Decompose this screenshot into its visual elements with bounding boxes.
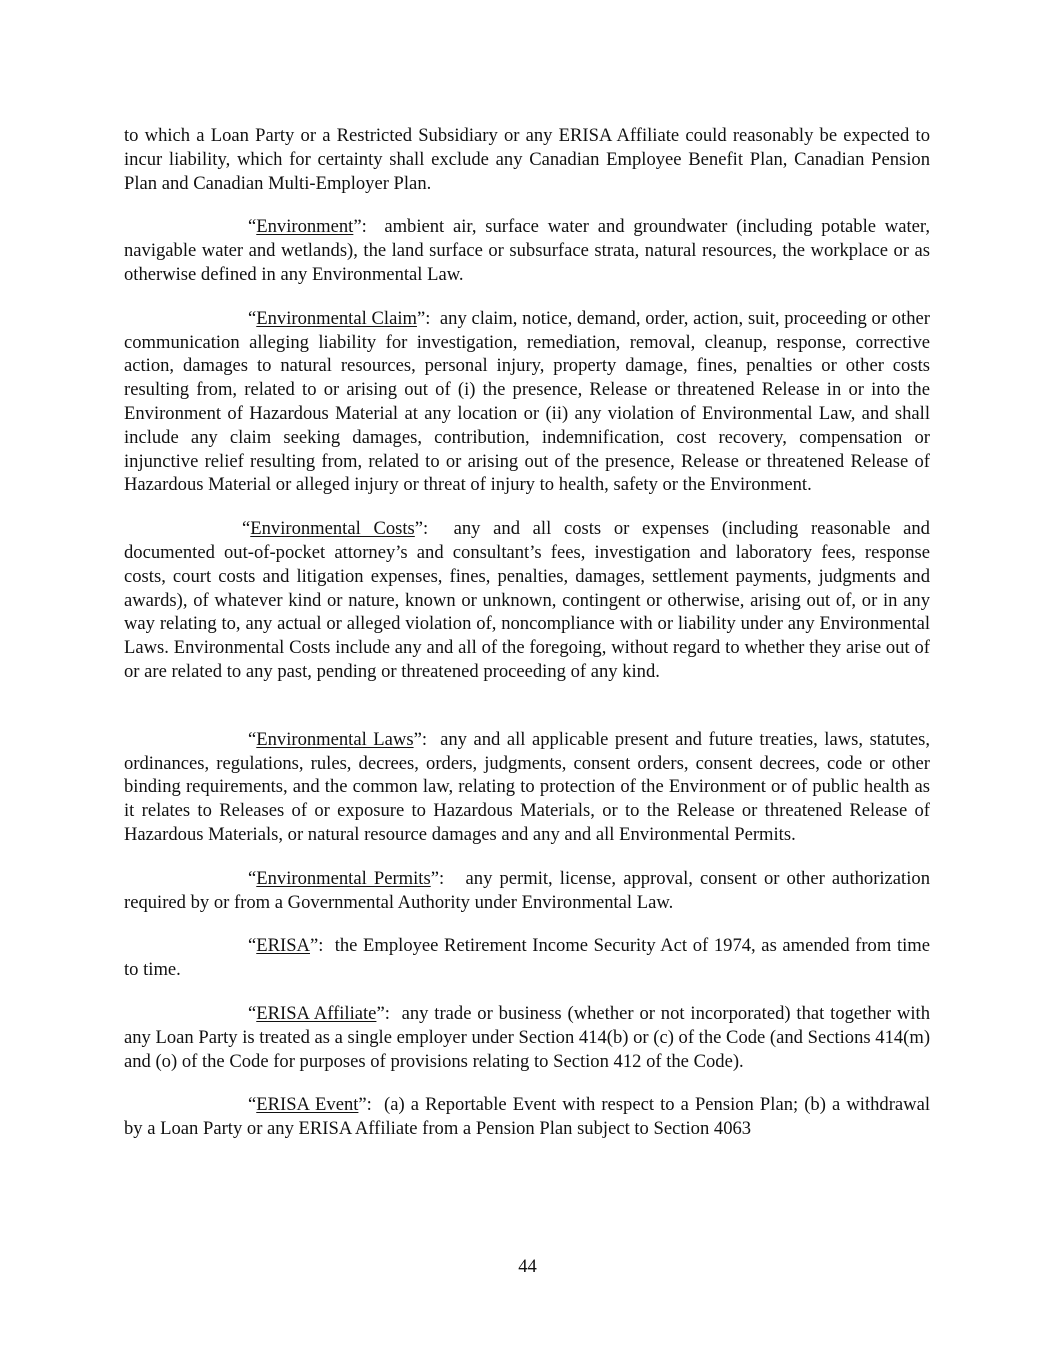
defined-term: Environmental Costs [250,518,415,540]
paragraph-text: to which a Loan Party or a Restricted Subsidiary or any ERISA Affiliate could reasonably be expected to incur liability, which for certainty shall exclude any Canadian Employee Benefit Plan, Canadian Pension Plan and Canadian Multi-Employer Plan. [124,125,930,194]
definition-text: any and all applicable present and future treaties, laws, statutes, ordinances, regulations, rules, decrees, orders, judgments, consent orders, consent decrees, code or other binding requirements, and the common law, relating to protection of the Environment or of public health as it relates to Releases of or exposure to Hazardous Materials, or to the Release or threatened Release of Hazardous Materials, or natural resource damages and any and all Environmental Permits. [124,728,930,845]
definition-environment: “Environment”: ambient air, surface water and groundwater (including potable water, navigable water and wetlands), the land surface or subsurface strata, natural resources, the workplace or as otherwise defined in any Environmental Law. [124,216,930,285]
definition-environmental-permits: “Environmental Permits”: any permit, license, approval, consent or other authorization required by or from a Governmental Authority under Environmental Law. [124,867,930,913]
definition-erisa-event: “ERISA Event”: (a) a Reportable Event with respect to a Pension Plan; (b) a withdrawal by a Loan Party or any ERISA Affiliate from a Pension Plan subject to Section 4063 [124,1094,930,1140]
defined-term: Environment [256,216,354,238]
definition-text: any and all costs or expenses (including reasonable and documented out-of-pocket attorney’s and consultant’s fees, investigation and laboratory fees, response costs, court costs and litigation expenses, fines, penalties, damages, settlement payments, judgments and awards), of whatever kind or nature, known or unknown, contingent or otherwise, arising out of, or in any way relating to, any actual or alleged violation of, noncompliance with or liability under any Environmental Laws. Environmental Costs include any and all of the foregoing, without regard to whether they arise out of or are related to any past, pending or threatened proceeding of any kind. [124,518,930,682]
definition-erisa: “ERISA”: the Employee Retirement Income Security Act of 1974, as amended from time to time. [124,935,930,981]
definition-erisa-affiliate: “ERISA Affiliate”: any trade or business (whether or not incorporated) that together with any Loan Party is treated as a single employer under Section 414(b) or (c) of the Code (and Sections 414(m) and (o) of the Code for purposes of provisions relating to Section 412 of the Code). [124,1002,931,1072]
definition-text: ambient air, surface water and groundwater (including potable water, navigable water and wetlands), the land surface or subsurface strata, natural resources, the workplace or as otherwise defined in any Environmental Law. [124,216,930,285]
defined-term: Environmental Permits [256,867,431,889]
definition-environmental-laws: “Environmental Laws”: any and all applicable present and future treaties, laws, statutes, ordinances, regulations, rules, decrees, orders, judgments, consent orders, consent decrees, code or other binding requirements, and the common law, relating to protection of the Environment or of public health as it relates to Releases of or exposure to Hazardous Materials, or to the Release or threatened Release of Hazardous Materials, or natural resource damages and any and all Environmental Permits. [124,728,930,845]
defined-term: ERISA Event [256,1094,359,1116]
definition-environmental-costs: “Environmental Costs”: any and all costs or expenses (including reasonable and documented out-of-pocket attorney’s and consultant’s fees, investigation and laboratory fees, response costs, court costs and litigation expenses, fines, penalties, damages, settlement payments, judgments and awards), of whatever kind or nature, known or unknown, contingent or otherwise, arising out of, or in any way relating to, any actual or alleged violation of, noncompliance with or liability under any Environmental Laws. Environmental Costs include any and all of the foregoing, without regard to whether they arise out of or are related to any past, pending or threatened proceeding of any kind. [124,518,930,682]
definition-text: any claim, notice, demand, order, action, suit, proceeding or other communication alleging liability for investigation, remediation, removal, cleanup, response, corrective action, damages to natural resources, personal injury, property damage, fines, penalties or other costs resulting from, related to or arising out of (i) the presence, Release or threatened Release in or into the Environment of Hazardous Material at any location or (ii) any violation of Environmental Law, and shall include any claim seeking damages, contribution, indemnification, cost recovery, compensation or injunctive relief resulting from, related to or arising out of the presence, Release or threatened Release of Hazardous Material or alleged injury or threat of injury to health, safety or the Environment. [124,307,930,496]
continuation-paragraph [124,124,930,195]
defined-term: Environmental Claim [256,307,417,329]
page-number: 44 [518,1256,537,1277]
defined-term: Environmental Laws [256,728,414,750]
defined-term: ERISA [256,935,310,957]
definition-environmental-claim: “Environmental Claim”: any claim, notice, demand, order, action, suit, proceeding or other communication alleging liability for investigation, remediation, removal, cleanup, response, corrective action, damages to natural resources, personal injury, property damage, fines, penalties or other costs resulting from, related to or arising out of (i) the presence, Release or threatened Release in or into the Environment of Hazardous Material at any location or (ii) any violation of Environmental Law, and shall include any claim seeking damages, contribution, indemnification, cost recovery, compensation or injunctive relief resulting from, related to or arising out of the presence, Release or threatened Release of Hazardous Material or alleged injury or threat of injury to health, safety or the Environment. [124,307,930,496]
document-page [124,124,930,1161]
definition-text: (a) a Reportable Event with respect to a Pension Plan; (b) a withdrawal by a Loan Party or any ERISA Affiliate from a Pension Plan subject to Section 4063 [124,1094,930,1140]
definition-text: any permit, license, approval, consent or other authorization required by or from a Governmental Authority under Environmental Law. [124,867,930,913]
defined-term: ERISA Affiliate [256,1002,377,1024]
definition-text: the Employee Retirement Income Security Act of 1974, as amended from time to time. [124,935,930,981]
definition-text: any trade or business (whether or not incorporated) that together with any Loan Party is treated as a single employer under Section 414(b) or (c) of the Code (and Sections 414(m) and (o) of the Code for purposes of provisions relating to Section 412 of the Code). [124,1002,931,1072]
